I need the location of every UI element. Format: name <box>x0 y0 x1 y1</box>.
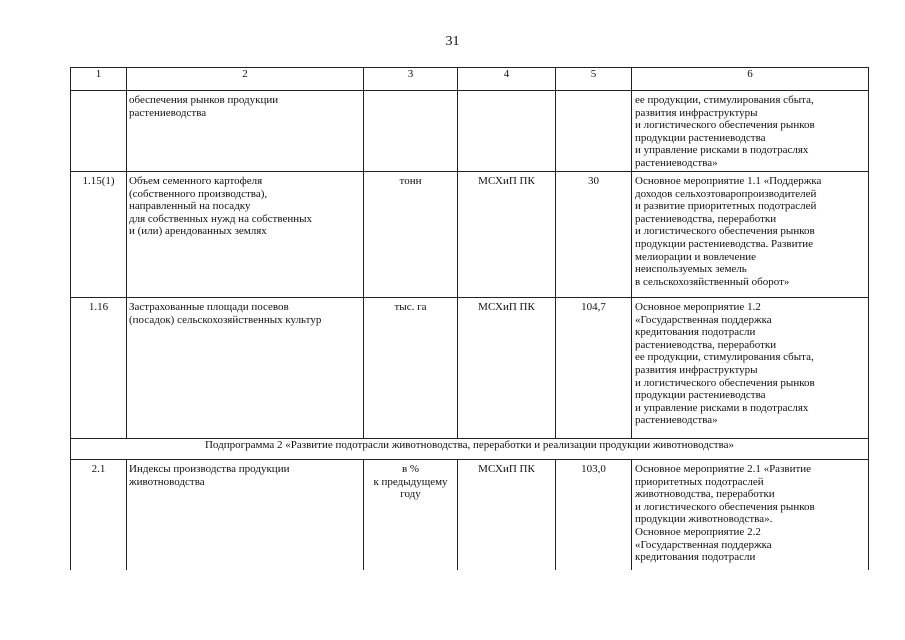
measure-cell: ее продукции, стимулирования сбыта, развития инфраструктуры и логистического обеспечения рынков продукции растениеводства и управление рисками в подотраслях растениеводства» <box>632 91 869 172</box>
unit-cell <box>364 91 458 172</box>
executor-cell: МСХиП ПК <box>458 298 556 439</box>
header-cell-2: 2 <box>127 68 364 91</box>
measure-cell: Основное мероприятие 2.1 «Развитие приоритетных подотраслей животноводства, переработки и логистического обеспечения рынков продукции животноводства». Основное мероприятие 2.2 «Государственная поддержка кредитования подотрасли <box>632 460 869 571</box>
row-number: 2.1 <box>71 460 127 571</box>
indicator-name: обеспечения рынков продукции растениеводства <box>127 91 364 172</box>
header-cell-4: 4 <box>458 68 556 91</box>
row-number <box>71 91 127 172</box>
header-cell-3: 3 <box>364 68 458 91</box>
indicators-table <box>70 67 869 570</box>
value-cell: 103,0 <box>556 460 632 571</box>
row-number: 1.16 <box>71 298 127 439</box>
table-row <box>71 460 869 571</box>
table-row <box>71 91 869 172</box>
unit-cell: тонн <box>364 172 458 298</box>
executor-cell: МСХиП ПК <box>458 460 556 571</box>
subprogram-row <box>71 439 869 460</box>
unit-cell: тыс. га <box>364 298 458 439</box>
measure-cell: Основное мероприятие 1.2 «Государственная поддержка кредитования подотрасли растениеводства, переработки ее продукции, стимулирования сбыта, развития инфраструктуры и логистического обеспечения рынков продукции растениеводства и управление рисками в подотраслях растениеводства» <box>632 298 869 439</box>
unit-cell: в % к предыдущему году <box>364 460 458 571</box>
header-cell-6: 6 <box>632 68 869 91</box>
executor-cell: МСХиП ПК <box>458 172 556 298</box>
page-number: 31 <box>445 34 460 49</box>
measure-cell: Основное мероприятие 1.1 «Поддержка доходов сельхозтоваропроизводителей и развитие приоритетных подотраслей растениеводства, переработки и логистического обеспечения рынков продукции растениеводства. Развитие мелиорации и вовлечение неиспользуемых земель в сельскохозяйственный оборот» <box>632 172 869 298</box>
table-header-row <box>71 68 869 91</box>
header-cell-5: 5 <box>556 68 632 91</box>
indicator-name: Объем семенного картофеля (собственного производства), направленный на посадку для собственных нужд на собственных и (или) арендованных землях <box>127 172 364 298</box>
indicator-name: Застрахованные площади посевов (посадок) сельскохозяйственных культур <box>127 298 364 439</box>
indicator-name: Индексы производства продукции животноводства <box>127 460 364 571</box>
table-row <box>71 298 869 439</box>
value-cell: 104,7 <box>556 298 632 439</box>
header-cell-1: 1 <box>71 68 127 91</box>
row-number: 1.15(1) <box>71 172 127 298</box>
value-cell: 30 <box>556 172 632 298</box>
subprogram-title: Подпрограмма 2 «Развитие подотрасли животноводства, переработки и реализации продукции животноводства» <box>71 439 869 460</box>
value-cell <box>556 91 632 172</box>
executor-cell <box>458 91 556 172</box>
table-row <box>71 172 869 298</box>
